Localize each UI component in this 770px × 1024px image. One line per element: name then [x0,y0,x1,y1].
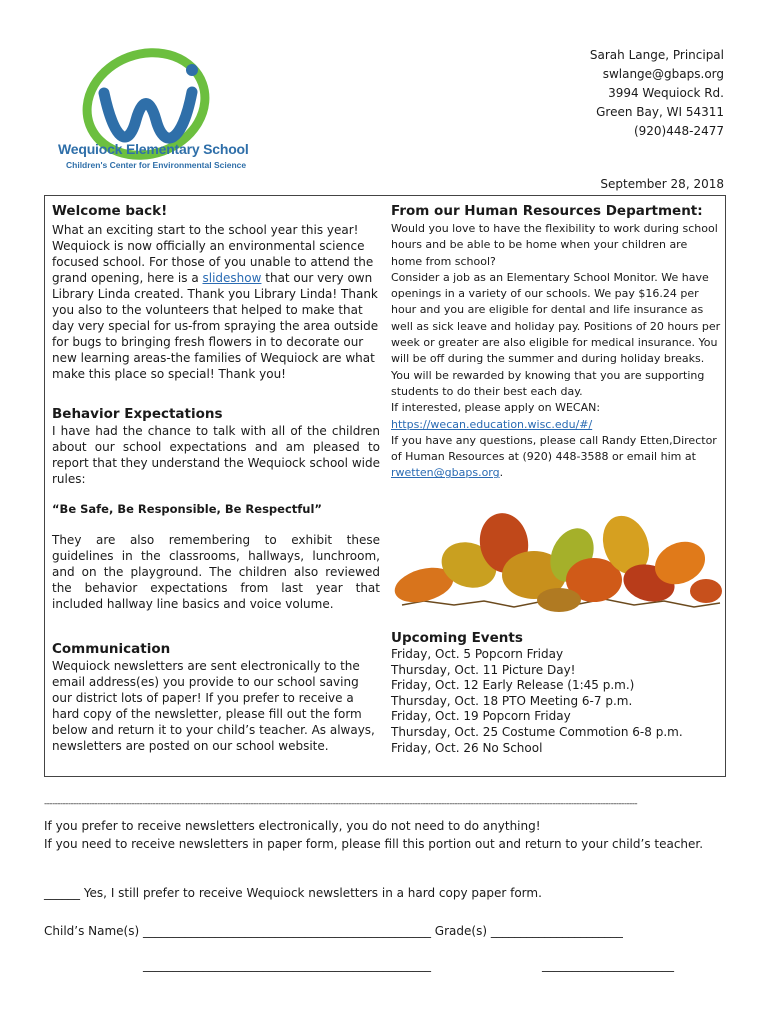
list-item: Thursday, Oct. 18 PTO Meeting 6-7 p.m. [391,693,633,708]
behavior-title: Behavior Expectations [52,406,223,422]
hr-paragraph-4: If you have any questions, please call Randy Etten,Director of Human Resources at (920) 448-3588 or email him at rwetten@gbaps.org. [391,433,717,480]
grade-field[interactable]: ______________________ [490,924,623,938]
behavior-text: I have had the chance to talk with all of the children about our school expectations and am pleased to report that they understand the Wequiock school wide rules: [52,424,380,486]
welcome-title: Welcome back! [52,203,168,219]
autumn-leaves-image [394,505,724,623]
address-city: Green Bay, WI 54311 [596,105,724,119]
hr-paragraph-1: Would you love to have the flexibility to work during school hours and be able to be home when your children are home from school? [391,222,718,268]
list-item: Thursday, Oct. 25 Costume Commotion 6-8 p.m. [391,724,683,739]
hr-email-link[interactable]: rwetten@gbaps.org [391,466,500,480]
list-item: Friday, Oct. 5 Popcorn Friday [391,647,564,661]
slideshow-link[interactable]: slideshow [202,271,262,285]
principal-email: swlange@gbaps.org [602,67,724,81]
hr-paragraph-3: If interested, please apply on WECAN: [391,401,601,415]
behavior-quote: “Be Safe, Be Responsible, Be Respectful” [52,502,322,516]
list-item: Friday, Oct. 12 Early Release (1:45 p.m.) [391,678,635,693]
cut-line: -------------------------------------------------------------------------------------------------------------------------------------------------------------------------------------------------------------------------------- [44,799,638,809]
hr-paragraph-2: Consider a job as an Elementary School Monitor. We have openings in a variety of our schools. We pay $16.24 per hour and you are eligible for dental and life insurance as well as sick leave and holiday pay. Positions of 20 hours per week or greater are also eligible for medical insurance. You will be off during the summer and during holiday breaks. You will be rewarded by knowing that you are supporting students to do their best each day. [391,270,721,398]
form-line-2: If you need to receive newsletters in paper form, please fill this portion out and return to your child’s teacher. [44,837,704,851]
form-line-1: If you prefer to receive newsletters electronically, you do not need to do anything! [44,819,541,833]
address-street: 3994 Wequiock Rd. [608,86,724,100]
list-item: Thursday, Oct. 11 Picture Day! [391,662,576,677]
phone: (920)448-2477 [633,124,724,138]
school-subtitle: Children's Center for Environmental Science [66,160,247,170]
welcome-text: What an exciting start to the school year this year! Wequiock is now officially an environmental science focused school. For those of you unable to attend the grand opening, here is a slideshow that our very own Library Linda created. Thank you Library Linda! Thank you also to the volunteers that helped to make that day very special for us-from spraying the area outside for bugs to bringing fresh flowers in to decorate our new learning areas-the families of Wequiock are what make this place so special! Thank you! [52,223,379,381]
list-item: Friday, Oct. 19 Popcorn Friday [391,709,571,724]
newsletter-date: September 28, 2018 [600,177,724,191]
list-item: Friday, Oct. 26 No School [391,740,543,755]
hard-copy-checkbox-line[interactable]: ______ Yes, I still prefer to receive Wequiock newsletters in a hard copy paper form. [44,886,542,900]
child-name-line [44,924,623,938]
child-name-field-2[interactable]: ________________________________________________ [143,958,431,972]
school-name: Wequiock Elementary School [58,141,249,157]
events-list [391,647,721,756]
contact-block [590,46,724,141]
hr-title: From our Human Resources Department: [391,203,703,219]
hr-text [391,221,721,482]
child-name-field[interactable]: ________________________________________________ [142,924,431,938]
principal-name: Sarah Lange, Principal [589,48,724,62]
behavior-text-2: They are also remembering to exhibit these guidelines in the classrooms, hallways, lunchroom, and on the playground. The children also reviewed the behavior expectations from last year that included hallway line basics and voice volume. [52,533,380,611]
grade-field-2[interactable]: ______________________ [542,958,674,972]
communication-title: Communication [52,641,171,657]
communication-text: Wequiock newsletters are sent electronically to the email address(es) you provide to our school saving our district lots of paper! If you prefer to receive a hard copy of the newsletter, please fill out the form below and return it to your child’s teacher. As always, newsletters are posted on our school website. [52,659,375,753]
child-name-label: Child’s Name(s) [44,924,143,938]
events-title: Upcoming Events [391,630,523,646]
wecan-link[interactable]: https://wecan.education.wisc.edu/#/ [391,417,593,431]
grade-label: Grade(s) [430,924,491,938]
